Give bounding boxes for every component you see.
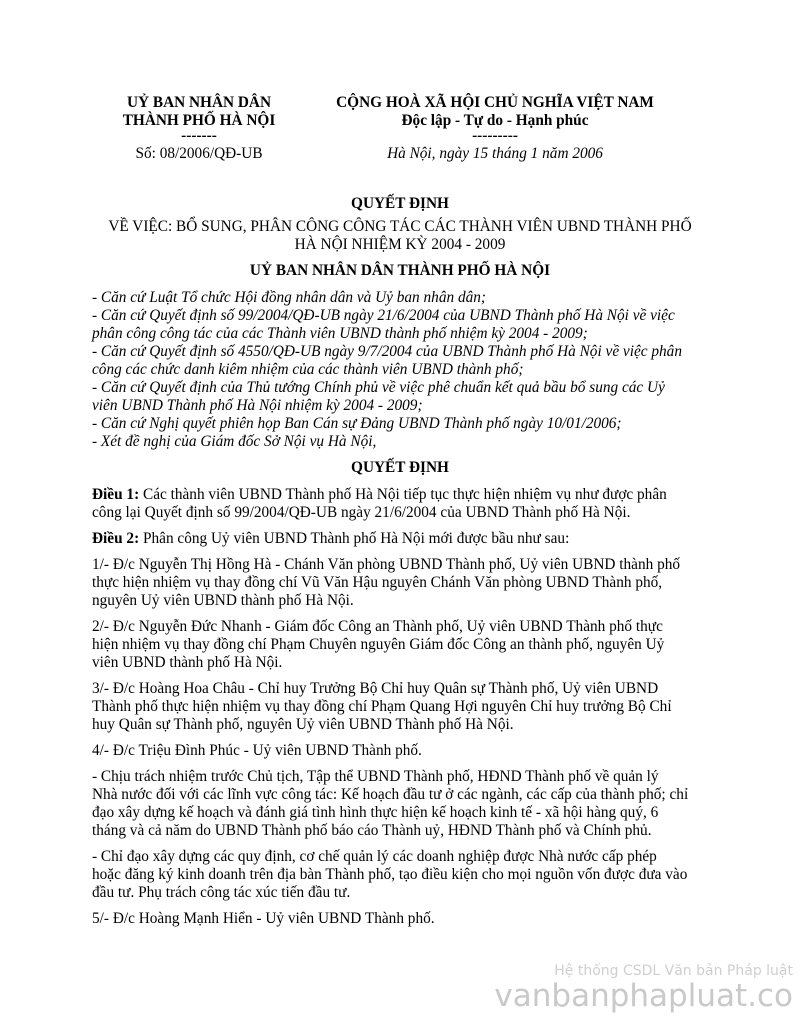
assignment-item	[92, 556, 712, 610]
subject-line: VỀ VIỆC: BỔ SUNG, PHÂN CÔNG CÔNG TÁC CÁC THÀNH VIÊN UBND THÀNH PHỐ	[108, 218, 692, 235]
agency-line-2: THÀNH PHỐ HÀ NỘI	[122, 112, 276, 129]
basis-line: công các chức danh kiêm nhiệm của các thành viên UBND thành phố;	[92, 361, 524, 378]
item-line: tháng và cả năm do UBND Thành phố báo cáo Thành uỷ, HĐND Thành phố và Chính phủ.	[92, 822, 652, 839]
agency-separator: -------	[181, 127, 217, 144]
article-label: Điều 1:	[92, 486, 140, 503]
item-line: viên UBND thành phố Hà Nội.	[92, 654, 283, 671]
national-motto-block	[315, 94, 675, 163]
basis-line: phân công công tác của các Thành viên UBND thành phố nhiệm kỳ 2004 - 2009;	[92, 325, 588, 342]
item-line: đạo xây dựng kế hoạch và đánh giá tình hình thực hiện kế hoạch kinh tế - xã hội hàng quý, 6	[92, 804, 659, 821]
document-title: QUYẾT ĐỊNH	[351, 195, 449, 212]
motto: Độc lập - Tự do - Hạnh phúc	[401, 112, 589, 129]
responsibility-item	[92, 848, 712, 902]
assignment-item	[92, 910, 712, 928]
item-line: Thành phố thực hiện nhiệm vụ thay đồng chí Phạm Quang Hợi nguyên Chỉ huy trưởng Bộ Chỉ	[92, 698, 672, 715]
item-line: hiện nhiệm vụ thay đồng chí Phạm Chuyên nguyên Giám đốc Công an thành phố, nguyên Uỷ	[92, 636, 665, 653]
issuing-agency-block	[103, 94, 295, 163]
basis-line: - Căn cứ Quyết định của Thủ tướng Chính phủ về việc phê chuẩn kết quả bầu bổ sung các Uỷ	[92, 379, 665, 396]
article-text: Phân công Uỷ viên UBND Thành phố Hà Nội mới được bầu như sau:	[139, 530, 570, 547]
subject-line: HÀ NỘI NHIỆM KỲ 2004 - 2009	[294, 236, 506, 253]
assignment-item	[92, 618, 712, 672]
item-line: 1/- Đ/c Nguyễn Thị Hồng Hà - Chánh Văn phòng UBND Thành phố, Uỷ viên UBND thành phố	[92, 556, 681, 573]
item-line: huy Quân sự Thành phố, nguyên Uỷ viên UBND Thành phố Hà Nội.	[92, 716, 514, 733]
place-and-date: Hà Nội, ngày 15 tháng 1 năm 2006	[387, 145, 603, 162]
item-line: 5/- Đ/c Hoàng Mạnh Hiển - Uỷ viên UBND Thành phố.	[92, 910, 435, 927]
item-line: 3/- Đ/c Hoàng Hoa Châu - Chỉ huy Trưởng Bộ Chỉ huy Quân sự Thành phố, Uỷ viên UBND	[92, 680, 659, 697]
item-line: - Chỉ đạo xây dựng các quy định, cơ chế quản lý các doanh nghiệp được Nhà nước cấp phép	[92, 848, 657, 865]
basis-line: viên UBND Thành phố Hà Nội nhiệm kỳ 2004 - 2009;	[92, 397, 423, 414]
watermark-caption: Hệ thống CSDL Văn bản Pháp luật	[554, 963, 793, 979]
assignment-item	[92, 742, 712, 760]
issuing-authority: UỶ BAN NHÂN DÂN THÀNH PHỐ HÀ NỘI	[249, 262, 551, 279]
item-line: 2/- Đ/c Nguyễn Đức Nhanh - Giám đốc Công an Thành phố, Uỷ viên UBND Thành phố thực	[92, 618, 663, 635]
article-text: công lại Quyết định số 99/2004/QĐ-UB ngày 21/6/2004 của UBND Thành phố Hà Nội.	[92, 504, 631, 521]
item-line: - Chịu trách nhiệm trước Chủ tịch, Tập thể UBND Thành phố, HĐND Thành phố về quản lý	[92, 768, 659, 785]
article-2	[92, 530, 712, 548]
decision-heading: QUYẾT ĐỊNH	[351, 459, 449, 476]
item-line: thực hiện nhiệm vụ thay đồng chí Vũ Văn Hậu nguyên Chánh Văn phòng UBND Thành phố,	[92, 574, 663, 591]
article-text: Các thành viên UBND Thành phố Hà Nội tiếp tục thực hiện nhiệm vụ như được phân	[139, 486, 667, 503]
document-body	[92, 486, 712, 936]
legal-bases	[92, 289, 712, 451]
basis-line: - Căn cứ Quyết định số 99/2004/QĐ-UB ngày 21/6/2004 của UBND Thành phố Hà Nội về việc	[92, 307, 675, 324]
assignment-item	[92, 680, 712, 734]
basis-line: - Căn cứ Nghị quyết phiên họp Ban Cán sự Đảng UBND Thành phố ngày 10/01/2006;	[92, 415, 622, 432]
item-line: đầu tư. Phụ trách công tác xúc tiến đầu tư.	[92, 884, 351, 901]
item-line: hoặc đăng ký kinh doanh trên địa bàn Thành phố, tạo điều kiện cho mọi nguồn vốn được đưa vào	[92, 866, 688, 883]
basis-line: - Xét đề nghị của Giám đốc Sở Nội vụ Hà Nội,	[92, 433, 377, 450]
country-name: CỘNG HOÀ XÃ HỘI CHỦ NGHĨA VIỆT NAM	[336, 94, 654, 111]
basis-line: - Căn cứ Luật Tổ chức Hội đồng nhân dân và Uỷ ban nhân dân;	[92, 289, 486, 306]
item-line: Nhà nước đối với các lĩnh vực công tác: Kế hoạch đầu tư ở các ngành, các cấp của thành phố; chỉ	[92, 786, 689, 803]
article-1	[92, 486, 712, 522]
basis-line: - Căn cứ Quyết định số 4550/QĐ-UB ngày 9/7/2004 của UBND Thành phố Hà Nội về việc phân	[92, 343, 682, 360]
responsibility-item	[92, 768, 712, 840]
motto-separator: ---------	[472, 127, 518, 144]
document-subject	[92, 218, 708, 254]
agency-line-1: UỶ BAN NHÂN DÂN	[126, 94, 272, 111]
item-line: nguyên Uỷ viên UBND thành phố Hà Nội.	[92, 592, 354, 609]
item-line: 4/- Đ/c Triệu Đình Phúc - Uỷ viên UBND Thành phố.	[92, 742, 422, 759]
article-label: Điều 2:	[92, 530, 140, 547]
watermark-site: vanbanphapluat.co	[494, 978, 793, 1014]
document-number: Số: 08/2006/QĐ-UB	[135, 145, 263, 162]
